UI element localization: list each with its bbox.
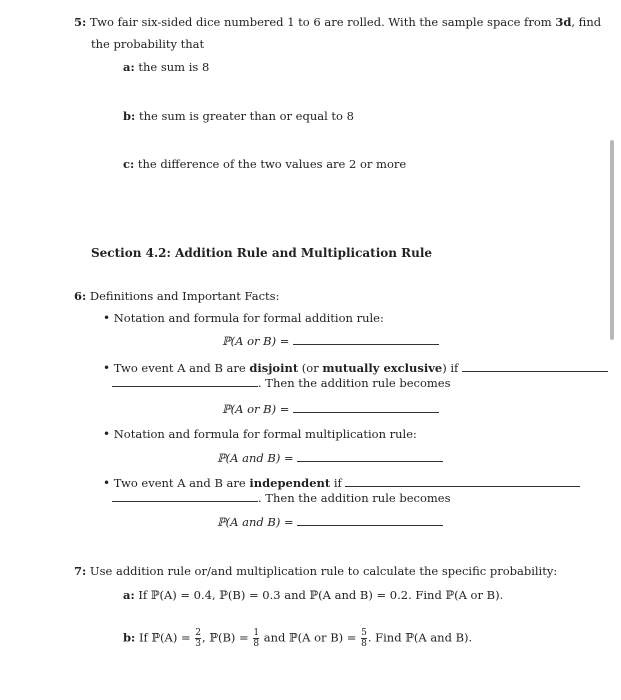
q6-b4-independent: independent — [249, 476, 331, 490]
q6-b3-formula-row — [217, 451, 443, 465]
q6-b2-line2-text: . Then the addition rule becomes — [258, 376, 451, 390]
q6-b3-text: Notation and formula for formal multiplication rule: — [113, 427, 417, 441]
q6-bullet-3 — [103, 427, 417, 441]
q7-part-a — [123, 588, 503, 602]
bullet-icon: • — [103, 427, 111, 441]
q5-ref: 3d — [555, 15, 572, 29]
q5-part-a — [123, 60, 209, 74]
fraction-5-8 — [361, 628, 367, 649]
q6-b2-blank-1[interactable] — [462, 370, 608, 372]
q6-b2-post: ) if — [442, 361, 459, 375]
q6-b2-formula-row — [222, 402, 439, 416]
frac-num: 1 — [253, 628, 260, 638]
q6-b2-pre: Two event A and B are — [113, 361, 246, 375]
frac-den: 8 — [361, 639, 367, 649]
q6-b2-line2 — [112, 376, 450, 390]
frac-den: 8 — [253, 639, 260, 649]
q7-b-and: and ℙ(A or B) = — [263, 630, 357, 645]
q6-b4-line2-text: . Then the addition rule becomes — [258, 491, 451, 505]
q6-title: Definitions and Important Facts: — [89, 289, 280, 303]
q5-number: 5: — [74, 15, 87, 29]
frac-num: 5 — [361, 628, 367, 638]
q7-a-label: a: — [123, 588, 135, 602]
q6-bullet-2 — [103, 361, 608, 375]
frac-den: 3 — [195, 639, 202, 649]
bullet-icon: • — [103, 311, 111, 325]
bullet-icon: • — [103, 476, 111, 490]
q6-b4-line2 — [112, 491, 450, 505]
q6-b1-formula-row — [222, 334, 439, 348]
frac-num: 2 — [195, 628, 202, 638]
q7-header — [74, 564, 557, 578]
q5-part-c — [123, 157, 406, 171]
q7-a-text: If ℙ(A) = 0.4, ℙ(B) = 0.3 and ℙ(A and B) = 0.2. Find ℙ(A or B). — [138, 588, 504, 602]
q7-b-pb: , ℙ(B) = — [202, 630, 249, 645]
q6-b4-blank-3[interactable] — [297, 524, 443, 526]
q5-b-label: b: — [123, 109, 136, 123]
q5-intro: Two fair six-sided dice numbered 1 to 6 are rolled. With the sample space from — [89, 15, 552, 29]
q5-b-text: the sum is greater than or equal to 8 — [138, 109, 354, 123]
q6-bullet-4 — [103, 476, 580, 490]
q5-intro-tail: , find — [571, 15, 602, 29]
section-title: Section 4.2: Addition Rule and Multiplication Rule — [91, 246, 433, 260]
q7-number: 7: — [74, 564, 87, 578]
q6-b2-blank-2[interactable] — [112, 385, 258, 387]
q6-b3-formula: ℙ(A and B) = — [217, 451, 294, 465]
q6-b4-pre: Two event A and B are — [113, 476, 246, 490]
q6-b3-blank[interactable] — [297, 460, 443, 462]
fraction-2-3 — [195, 628, 201, 649]
q6-b4-formula: ℙ(A and B) = — [217, 515, 294, 529]
q5-a-text: the sum is 8 — [138, 60, 210, 74]
q6-header — [74, 289, 279, 303]
q7-title: Use addition rule or/and multiplication rule to calculate the specific probability: — [89, 564, 558, 578]
q6-b4-blank-1[interactable] — [345, 485, 580, 487]
q6-bullet-1 — [103, 311, 384, 325]
q6-b1-formula: ℙ(A or B) = — [222, 334, 290, 348]
q6-b1-text: Notation and formula for formal addition rule: — [113, 311, 384, 325]
scrollbar-thumb[interactable] — [610, 140, 614, 340]
q6-b2-disjoint: disjoint — [249, 361, 299, 375]
q5-part-b — [123, 109, 354, 123]
q5-intro-line2: the probability that — [91, 37, 205, 51]
q5-line1 — [74, 15, 601, 29]
q6-b2-blank-3[interactable] — [293, 411, 439, 413]
q6-b4-post: if — [333, 476, 342, 490]
q6-b4-formula-row — [217, 515, 443, 529]
q6-b2-mid: (or — [301, 361, 319, 375]
q6-number: 6: — [74, 289, 87, 303]
q6-b2-mutually-exclusive: mutually exclusive — [322, 361, 443, 375]
q5-c-text: the difference of the two values are 2 or more — [137, 157, 407, 171]
q6-b2-formula: ℙ(A or B) = — [222, 402, 290, 416]
q6-b1-blank[interactable] — [293, 343, 439, 345]
q7-part-b — [123, 628, 472, 649]
q7-b-find: . Find ℙ(A and B). — [367, 630, 473, 645]
q5-a-label: a: — [123, 60, 135, 74]
q5-c-label: c: — [123, 157, 135, 171]
q7-b-if: If ℙ(A) = — [138, 630, 191, 645]
q7-b-label: b: — [123, 630, 136, 645]
bullet-icon: • — [103, 361, 111, 375]
fraction-1-8 — [253, 628, 259, 649]
q6-b4-blank-2[interactable] — [112, 500, 258, 502]
